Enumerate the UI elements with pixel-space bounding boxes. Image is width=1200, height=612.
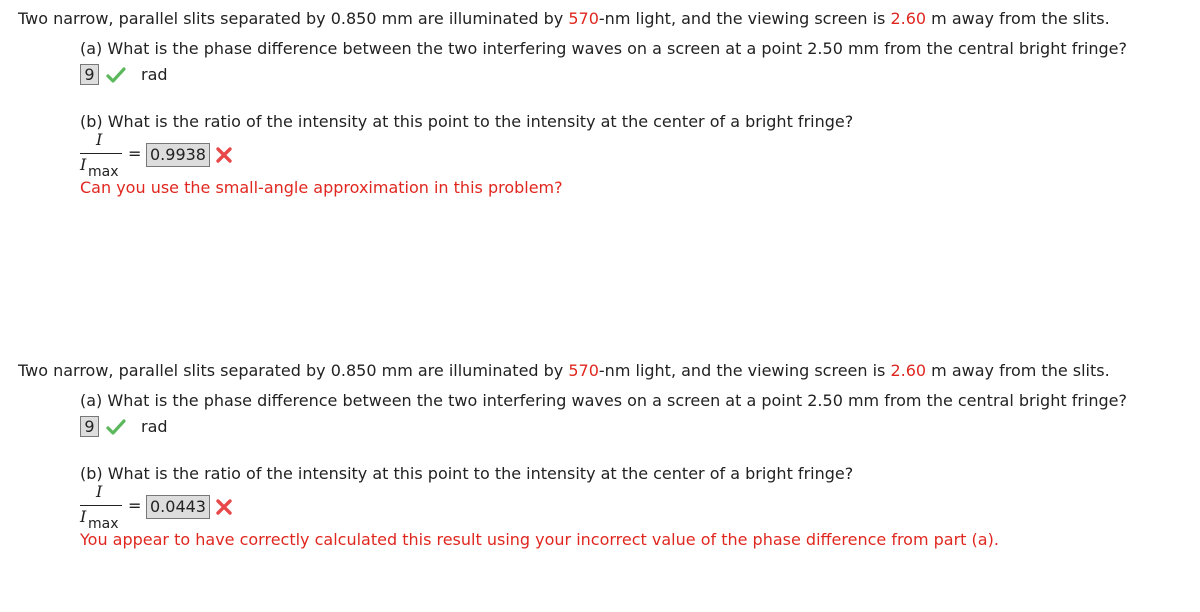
part-b-question: (b) What is the ratio of the intensity at this point to the intensity at the center of a bright fringe? bbox=[80, 112, 854, 131]
fraction-denominator-subscript: max bbox=[88, 516, 119, 532]
equals-sign: = bbox=[128, 496, 142, 515]
fraction-denominator: I bbox=[80, 507, 87, 526]
fraction-bar bbox=[80, 153, 122, 154]
part-b-answer-input[interactable]: 0.9938 bbox=[146, 143, 210, 167]
problem-1 bbox=[0, 0, 1200, 260]
fraction-bar bbox=[80, 505, 122, 506]
part-a-question: (a) What is the phase difference between the two interfering waves on a screen at a point 2.50 mm from the central bright fringe? bbox=[80, 391, 1127, 410]
fraction-denominator: I bbox=[80, 155, 87, 174]
intensity-ratio-fraction bbox=[80, 130, 122, 178]
intensity-ratio-fraction bbox=[80, 482, 122, 530]
part-a-unit: rad bbox=[141, 417, 168, 436]
x-mark-icon bbox=[214, 498, 234, 516]
problem-2 bbox=[0, 352, 1200, 612]
distance-value: 2.60 bbox=[890, 361, 927, 380]
part-b-question: (b) What is the ratio of the intensity at this point to the intensity at the center of a bright fringe? bbox=[80, 464, 854, 483]
part-a-question: (a) What is the phase difference between the two interfering waves on a screen at a point 2.50 mm from the central bright fringe? bbox=[80, 39, 1127, 58]
x-mark-icon bbox=[214, 146, 234, 164]
problem-statement: Two narrow, parallel slits separated by 0.850 mm are illuminated by 570-nm light, and the viewing screen is 2.60 m away from the slits. bbox=[18, 361, 1110, 380]
checkmark-icon bbox=[106, 66, 126, 84]
fraction-numerator: I bbox=[96, 482, 103, 501]
part-a-answer-input[interactable]: 9 bbox=[80, 64, 99, 85]
part-a-unit: rad bbox=[141, 65, 168, 84]
fraction-numerator: I bbox=[96, 130, 103, 149]
equals-sign: = bbox=[128, 144, 142, 163]
part-b-feedback: Can you use the small-angle approximation in this problem? bbox=[80, 178, 563, 197]
checkmark-icon bbox=[106, 418, 126, 436]
distance-value: 2.60 bbox=[890, 9, 927, 28]
part-b-answer-input[interactable]: 0.0443 bbox=[146, 495, 210, 519]
part-b-feedback: You appear to have correctly calculated this result using your incorrect value of the phase difference from part (a). bbox=[80, 530, 999, 549]
part-a-answer-input[interactable]: 9 bbox=[80, 416, 99, 437]
wavelength-value: 570 bbox=[568, 361, 599, 380]
problem-statement: Two narrow, parallel slits separated by 0.850 mm are illuminated by 570-nm light, and the viewing screen is 2.60 m away from the slits. bbox=[18, 9, 1110, 28]
fraction-denominator-subscript: max bbox=[88, 164, 119, 180]
wavelength-value: 570 bbox=[568, 9, 599, 28]
